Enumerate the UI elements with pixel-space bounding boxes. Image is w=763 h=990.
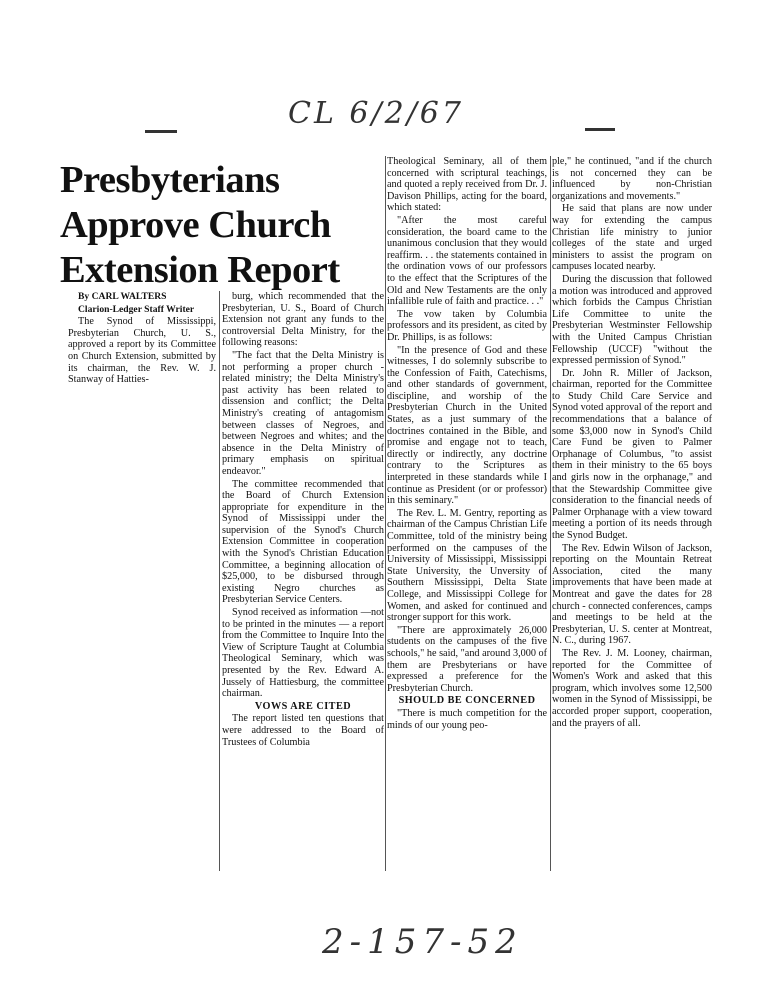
paragraph: "The fact that the Delta Ministry is not performing a proper church - related ministry; the Delta Ministry's past activity has been related to dissension and conflict; the Delta Ministry's creating of antagomism between classes of Negroes, and between Negroes and whites; and the absence in the Delta Ministry of primary emphasis on spiritual endeavor." — [222, 349, 384, 477]
paragraph: The committee recommended that the Board of Church Extension appropriate for expenditure in the Synod of Mississippi under the supervision of the Synod's Church Extension Committee in cooperation with the Synod's Christian Education Committee, a beginning allocation of $25,000, to be disbursed through existing Negro churches as Presbyterian Service Centers. — [222, 478, 384, 606]
subhead-vows-are-cited: VOWS ARE CITED — [254, 700, 352, 712]
column-rule — [550, 156, 551, 871]
column-rule — [385, 156, 386, 871]
paragraph: The Synod of Mississippi, Presbyterian Church, U. S., approved a report by its Committee on Church Extension, submitted by its chairman, the Rev. W. J. Stanway of Hatties- — [68, 316, 216, 386]
paragraph: "There are approximately 26,000 students on the campuses of the five schools," he said, "and around 3,000 of them are Presbyterians or have expressed a preference for the Presbyterian Church. — [387, 624, 547, 694]
headline-line-2: Approve Church — [60, 204, 331, 246]
mark-dash-left — [145, 130, 177, 133]
paragraph: The vow taken by Columbia professors and its president, as cited by Dr. Phillips, is as follows: — [387, 308, 547, 343]
paragraph: During the discussion that followed a motion was introduced and approved which forbids the Campus Christian Life Committee to unite the Presbyterian Westminster Fellowship with the United Campus Christian Fellowship (UCCF) "without the expressed permission of Synod." — [552, 273, 712, 367]
paragraph: burg, which recommended that the Presbyterian, U. S., Board of Church Extension not grant any funds to the controversial Delta Ministry, for the following reasons: — [222, 291, 384, 349]
mark-dash-right — [585, 128, 615, 131]
subhead-should-be-concerned: SHOULD BE CONCERNED — [398, 695, 536, 707]
headline-line-1: Presbyterians — [60, 159, 280, 201]
paragraph: "After the most careful consideration, the board came to the unanimous conclusion that they would reaffirm. . . the statements contained in the ordination vows of our professors to the effect that the Scriptures of the Old and New Testaments are the only infallible rule of faith and practice. . ." — [387, 214, 547, 308]
paragraph: He said that plans are now under way for extending the campus Christian life ministry to junior colleges of the state and urged ministers to assist the program on campuses located nearby. — [552, 203, 712, 273]
article-column-2 — [222, 291, 384, 871]
paragraph: Dr. John R. Miller of Jackson, chairman, reported for the Committee to Study Child Care Service and Synod voted approval of the report and recommendations that a balance of some $3,000 now in Synod's Child Care Fund be given to Palmer Orphanage of Columbus, "to assist them in their ministry to the 65 boys and girls now in the orphanage," and that the Stewardship Committee give consideration to the financial needs of Palmer Orphanage with a view toward meeting a portion of its needs through the Synod Budget. — [552, 367, 712, 541]
article-column-3 — [387, 156, 547, 871]
handwritten-file-number: 2-157-52 — [322, 922, 523, 962]
paragraph: The Rev. L. M. Gentry, reporting as chairman of the Campus Christian Life Committee, told of the ministry being performed on the campuses of the University of Mississippi, Mississippi State University, the Unversity of Southern Mississippi, Delta State College, and Mississippi College for Women, and asked for continued and stronger support for this work. — [387, 507, 547, 624]
article-headline — [60, 158, 390, 293]
article-column-1 — [68, 291, 216, 411]
byline: By CARL WALTERS — [78, 291, 167, 302]
byline-title: Clarion-Ledger Staff Writer — [78, 303, 195, 315]
paragraph: ple," he continued, "and if the church is not concerned they can be influenced by non-Christian organizations and movements." — [552, 156, 712, 202]
headline-line-3: Extension Report — [60, 249, 340, 291]
article-column-4 — [552, 156, 712, 871]
paragraph: The report listed ten questions that were addressed to the Board of Trustees of Columbia — [222, 713, 384, 748]
paragraph: The Rev. Edwin Wilson of Jackson, reporting on the Mountain Retreat Association, cited the many improvements that have been made at Montreat and gave the dates for 28 church - connected conferences, camps and meetings to be held at the Presbyterian, U. S. center at Montreat, N. C., during 1967. — [552, 542, 712, 647]
paragraph: The Rev. J. M. Looney, chairman, reported for the Committee of Women's Work and asked that this program, which involves some 12,500 women in the Synod of Mississippi, be accorded proper support, cooperation, and the prayers of all. — [552, 647, 712, 729]
paragraph: "In the presence of God and these witnesses, I do solemnly subscribe to the Confession of Faith, Catechisms, and other standards of government, discipline, and worship of the Presbyterian Church in the United States, as a just summary of the doctrines contained in the Bible, and promise and engage not to teach, directly or indirectly, any doctrine contrary to the Scriptures as interpreted in these standards while I continue as President (or or professor) in this seminary." — [387, 344, 547, 507]
paragraph: Theological Seminary, all of them concerned with scriptural teachings, and quoted a reply received from Dr. J. Davison Phillips, acting for the board, which stated: — [387, 156, 547, 214]
paragraph: Synod received as information —not to be printed in the minutes — a report from the Committee to Inquire Into the View of Scripture Taught at Columbia Theological Seminary, which was presented by the Rev. Edward A. Jussely of Hattiesburg, the committee chairman. — [222, 607, 384, 700]
paragraph: "There is much competition for the minds of our young peo- — [387, 707, 547, 731]
handwritten-date-note: CL 6/2/67 — [288, 96, 464, 131]
column-rule — [219, 291, 220, 871]
